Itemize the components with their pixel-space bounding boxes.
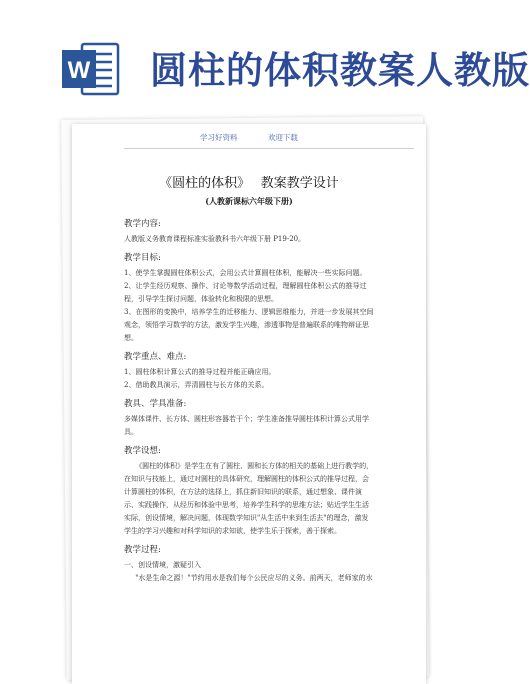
word-icon-letter: W (67, 57, 91, 84)
word-icon (60, 38, 122, 100)
header-divider (124, 148, 414, 149)
section-heading-materials: 教具、学具准备: (124, 399, 187, 409)
paragraph: 2、让学生经历观察、操作、讨论等数学活动过程，理解圆柱体积公式的推导过程，引导学生探讨问题，体验转化和极限的思想。 (124, 282, 367, 303)
page-header (72, 132, 426, 143)
section-heading-process: 教学过程: (124, 545, 161, 555)
paragraph: 一、创设情境，激疑引入 (124, 561, 201, 569)
paragraph: "水是生命之源！"节约用水是我们每个公民应尽的义务。前两天，老师家的水 (135, 574, 373, 582)
section-heading-design: 教学设想: (124, 446, 161, 456)
header-link-download[interactable]: 欢迎下载 (267, 133, 298, 142)
section-heading-goals: 教学目标: (124, 253, 161, 263)
paragraph: 《圆柱的体积》是学生在有了圆柱、圆和长方体的相关的基础上进行教学的，在知识与技能上，通过对圆柱的具体研究，理解圆柱的体积公式的推导过程，会计算圆柱的体积，在方法的选择上，抓住新旧知识的联系，通过想象、课件演示、实践操作，从经历和体验中思考，培养学生科学的思维方法；贴近学生生活实际，创设情境，解决问题，体现数学知识"从生活中来到生活去"的理念，激发学生的学习兴趣和对科学知识的求知欲，使学生乐于探索，善于探索。 (124, 462, 374, 535)
paragraph: 3、在图形的变换中，培养学生的迁移能力、逻辑思维能力，并进一步发展其空间观念，领悟学习数学的方法，激发学生兴趣，渗透事物是普遍联系的唯物辩证思想。 (124, 308, 374, 342)
banner (0, 0, 530, 112)
paragraph: 1、圆柱体积计算公式的推导过程并能正确应用。 (124, 368, 276, 376)
banner-title: 圆柱的体积教案人教版 (150, 49, 530, 92)
document-subtitle: (人教新课标六年级下册) (205, 196, 293, 206)
document-body (124, 216, 374, 585)
paragraph: 1、使学生掌握圆柱体积公式，会用公式计算圆柱体积，能解决一些实际问题。 (124, 269, 367, 277)
document-title: 《圆柱的体积》 教案教学设计 (159, 176, 339, 191)
section-heading-content: 教学内容: (124, 219, 161, 229)
paragraph: 人教版义务教育课程标准实验教科书六年级下册 P19-20。 (124, 235, 306, 243)
section-heading-keypoints: 教学重点、难点: (124, 352, 187, 362)
document-page (72, 124, 426, 684)
paragraph: 多媒体课件、长方体、圆柱形容器若干个；学生准备推导圆柱体积计算公式用学具。 (124, 415, 369, 436)
header-link-study[interactable]: 学习好资料 (200, 133, 238, 142)
paragraph: 2、借助教具演示，弄清圆柱与长方体的关系。 (124, 381, 269, 389)
